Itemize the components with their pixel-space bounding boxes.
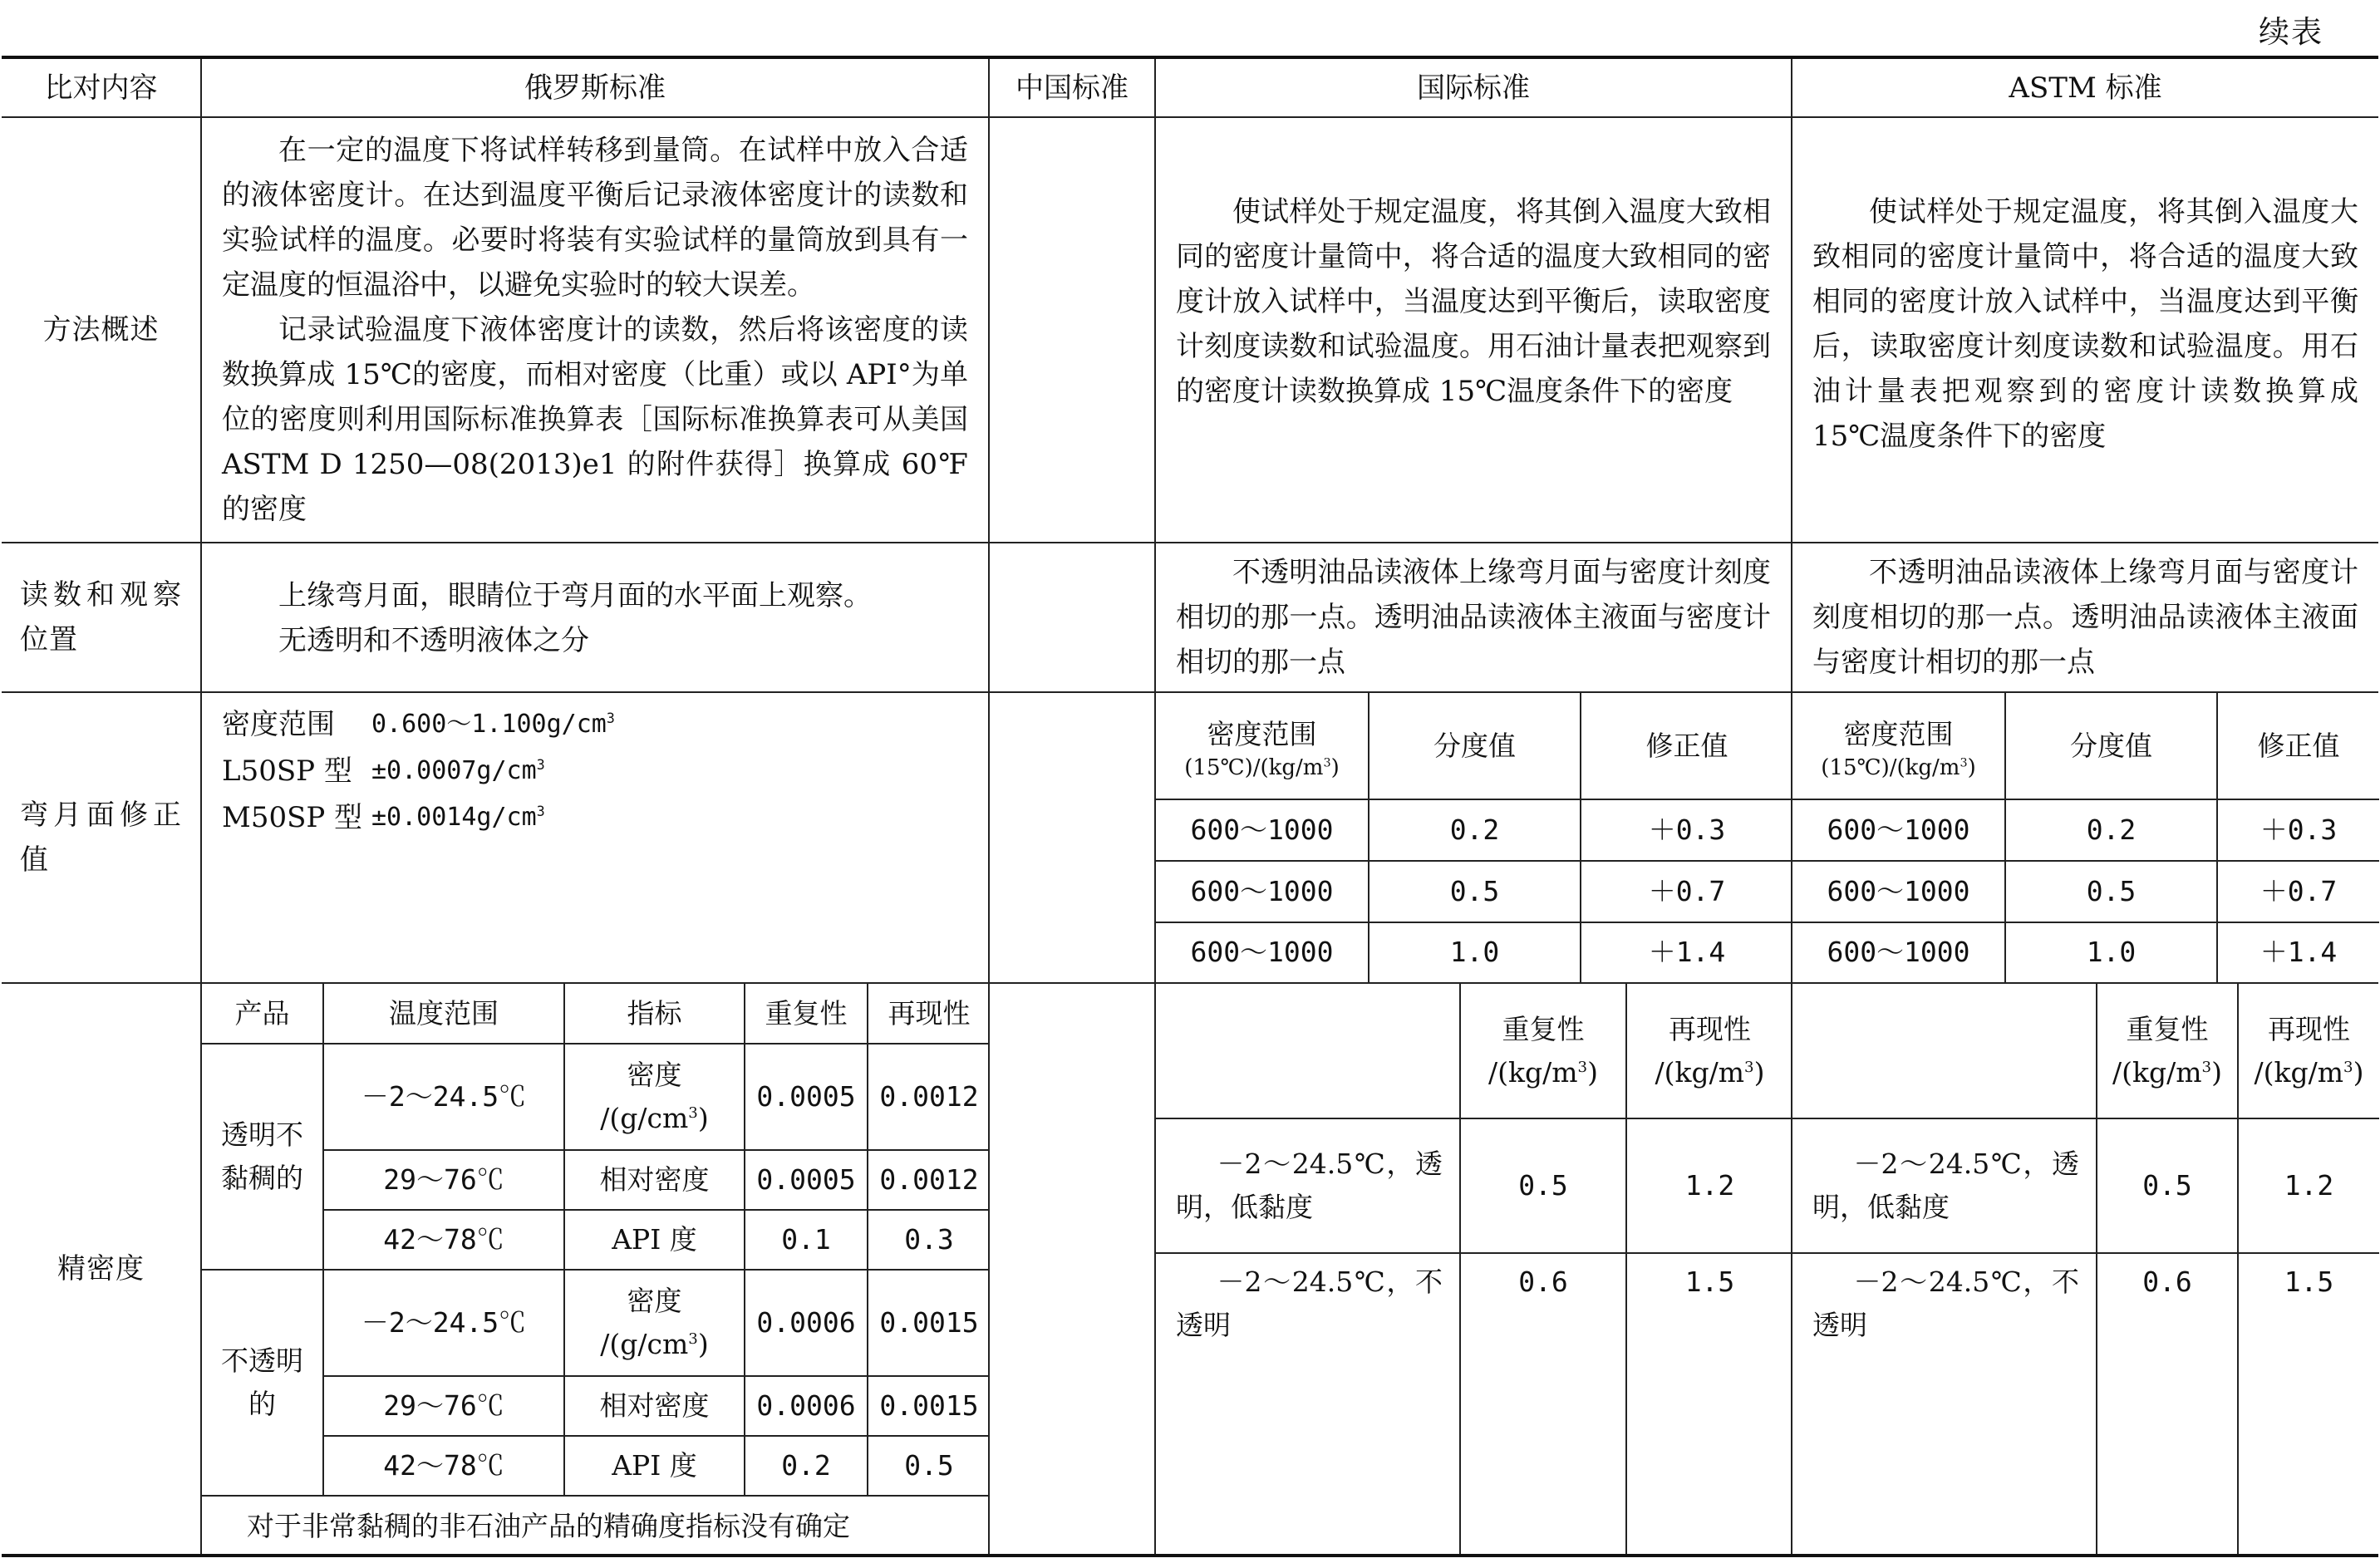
precision-astm bbox=[1792, 983, 2378, 1556]
precision-astm-h-rep: 重复性 $/(kg/m^3)$ bbox=[2097, 984, 2238, 1118]
row-reading bbox=[2, 543, 2378, 692]
precision-astm-h-repro: 再现性 $/(kg/m^3)$ bbox=[2238, 984, 2379, 1118]
meniscus-russia bbox=[201, 692, 989, 983]
precision-russia-temp: 42～78℃ bbox=[323, 1210, 564, 1270]
method-russia bbox=[201, 117, 989, 543]
precision-russia-product: 不透明的 bbox=[202, 1270, 323, 1496]
method-astm bbox=[1792, 117, 2378, 543]
meniscus-russia-list bbox=[202, 693, 988, 841]
precision-russia-product: 透明不黏稠的 bbox=[202, 1044, 323, 1270]
meniscus-astm-scale: 1.0 bbox=[2005, 922, 2217, 982]
meniscus-astm-h-range: 密度范围 $(15℃)/(kg/m^3)$ bbox=[1792, 693, 2005, 799]
meniscus-intl-scale: 0.5 bbox=[1369, 861, 1581, 922]
reading-russia-line-1: 上缘弯月面，眼睛位于弯月面的水平面上观察。 bbox=[278, 579, 872, 612]
precision-russia-repro: 0.0015 bbox=[868, 1270, 990, 1376]
header-intl: 国际标准 bbox=[1155, 57, 1792, 117]
header-russia: 俄罗斯标准 bbox=[201, 57, 989, 117]
reading-russia bbox=[201, 543, 989, 692]
meniscus-astm-table bbox=[1792, 693, 2379, 982]
precision-intl-cond: －2～24.5℃，透明，低黏度 bbox=[1156, 1118, 1460, 1253]
meniscus-russia-item-name: L50SP 型 bbox=[222, 755, 352, 788]
precision-astm-cond: －2～24.5℃，透明，低黏度 bbox=[1792, 1118, 2097, 1253]
precision-russia-rep: 0.0005 bbox=[745, 1044, 868, 1150]
meniscus-intl-scale: 0.2 bbox=[1369, 799, 1581, 861]
continued-label: 续表 bbox=[2259, 14, 2323, 50]
precision-astm-header bbox=[1792, 984, 2379, 1118]
meniscus-intl-corr: ＋0.3 bbox=[1581, 799, 1792, 861]
precision-russia-index: API 度 bbox=[564, 1210, 745, 1270]
precision-russia-note: 对于非常黏稠的非石油产品的精确度指标没有确定 bbox=[202, 1496, 990, 1556]
label-precision: 精密度 bbox=[2, 983, 201, 1556]
precision-russia-temp: －2～24.5℃ bbox=[323, 1270, 564, 1376]
precision-russia-row bbox=[202, 1044, 990, 1150]
precision-russia-repro: 0.5 bbox=[868, 1436, 990, 1496]
precision-russia-index: 密度 $/(g/cm^3)$ bbox=[564, 1270, 745, 1376]
method-china bbox=[989, 117, 1155, 543]
meniscus-astm-corr: ＋0.7 bbox=[2217, 861, 2379, 922]
precision-russia-temp: －2～24.5℃ bbox=[323, 1044, 564, 1150]
method-astm-text: 使试样处于规定温度，将其倒入温度大致相同的密度计量筒中，将合适的温度大致相同的密度计放入试样中，当温度达到平衡后，读取密度计刻度读数和试验温度。用石油计量表把观察到的密度计读数换算成 15℃温度条件下的密度 bbox=[1812, 195, 2358, 453]
label-meniscus: 弯月面修正值 bbox=[2, 692, 201, 983]
meniscus-astm-row bbox=[1792, 861, 2379, 922]
precision-intl-h-rep: 重复性 $/(kg/m^3)$ bbox=[1460, 984, 1626, 1118]
meniscus-astm bbox=[1792, 692, 2378, 983]
precision-astm-repro: 1.5 bbox=[2238, 1253, 2379, 1554]
label-method: 方法概述 bbox=[2, 117, 201, 543]
meniscus-astm-scale: 0.5 bbox=[2005, 861, 2217, 922]
precision-astm-rep: 0.6 bbox=[2097, 1253, 2238, 1554]
precision-astm-row bbox=[1792, 1253, 2379, 1554]
precision-russia-repro: 0.0012 bbox=[868, 1150, 990, 1210]
precision-russia bbox=[201, 983, 989, 1556]
reading-intl bbox=[1155, 543, 1792, 692]
precision-intl-table bbox=[1156, 984, 1792, 1554]
precision-intl-row bbox=[1156, 1118, 1792, 1253]
meniscus-astm-range: 600～1000 bbox=[1792, 922, 2005, 982]
meniscus-intl-h-corr: 修正值 bbox=[1581, 693, 1792, 799]
meniscus-intl-header bbox=[1156, 693, 1792, 799]
precision-astm-table bbox=[1792, 984, 2379, 1554]
meniscus-russia-item-name: M50SP 型 bbox=[222, 801, 363, 834]
precision-astm-h-cond bbox=[1792, 984, 2097, 1118]
row-meniscus bbox=[2, 692, 2378, 983]
meniscus-intl-scale: 1.0 bbox=[1369, 922, 1581, 982]
precision-intl-header bbox=[1156, 984, 1792, 1118]
precision-intl-rep: 0.5 bbox=[1460, 1118, 1626, 1253]
header-compare: 比对内容 bbox=[2, 57, 201, 117]
header-astm: ASTM 标准 bbox=[1792, 57, 2378, 117]
method-intl bbox=[1155, 117, 1792, 543]
meniscus-intl-range: 600～1000 bbox=[1156, 799, 1369, 861]
meniscus-russia-item bbox=[222, 701, 968, 748]
row-method bbox=[2, 117, 2378, 543]
reading-astm-text: 不透明油品读液体上缘弯月面与密度计刻度相切的那一点。透明油品读液体主液面与密度计相切的那一点 bbox=[1812, 556, 2358, 679]
meniscus-intl-row bbox=[1156, 922, 1792, 982]
method-intl-text: 使试样处于规定温度，将其倒入温度大致相同的密度计量筒中，将合适的温度大致相同的密度计放入试样中，当温度达到平衡后，读取密度计刻度读数和试验温度。用石油计量表把观察到的密度计读数换算成 15℃温度条件下的密度 bbox=[1176, 195, 1771, 408]
method-russia-para-2: 记录试验温度下液体密度计的读数，然后将该密度的读数换算成 15℃的密度，而相对密度（比重）或以 API°为单位的密度则利用国际标准换算表［国际标准换算表可从美国 ASTM D 1250—08(2013)e1 的附件获得］换算成 60℉的密度 bbox=[222, 313, 968, 526]
meniscus-intl-h-range: 密度范围 $(15℃)/(kg/m^3)$ bbox=[1156, 693, 1369, 799]
header-china: 中国标准 bbox=[989, 57, 1155, 117]
precision-russia-h: 再现性 bbox=[868, 984, 990, 1044]
precision-russia-rep: 0.2 bbox=[745, 1436, 868, 1496]
precision-russia-note-row bbox=[202, 1496, 990, 1556]
meniscus-astm-h-scale: 分度值 bbox=[2005, 693, 2217, 799]
precision-russia-rep: 0.0006 bbox=[745, 1376, 868, 1436]
precision-russia-rep: 0.1 bbox=[745, 1210, 868, 1270]
precision-intl bbox=[1155, 983, 1792, 1556]
header-row bbox=[2, 57, 2378, 117]
precision-russia-table bbox=[202, 984, 990, 1556]
reading-russia-line-2: 无透明和不透明液体之分 bbox=[278, 624, 589, 657]
precision-russia-index: API 度 bbox=[564, 1436, 745, 1496]
meniscus-intl-h-scale: 分度值 bbox=[1369, 693, 1581, 799]
meniscus-astm-corr: ＋1.4 bbox=[2217, 922, 2379, 982]
comparison-table bbox=[2, 56, 2378, 1557]
precision-russia-h: 指标 bbox=[564, 984, 745, 1044]
meniscus-astm-corr: ＋0.3 bbox=[2217, 799, 2379, 861]
precision-astm-cond: －2～24.5℃，不透明 bbox=[1792, 1253, 2097, 1554]
precision-intl-repro: 1.2 bbox=[1626, 1118, 1792, 1253]
meniscus-intl-range: 600～1000 bbox=[1156, 922, 1369, 982]
reading-china bbox=[989, 543, 1155, 692]
meniscus-intl-range: 600～1000 bbox=[1156, 861, 1369, 922]
meniscus-russia-item bbox=[222, 748, 968, 794]
meniscus-russia-item-name: 密度范围 bbox=[222, 708, 335, 741]
precision-russia-h: 产品 bbox=[202, 984, 323, 1044]
precision-astm-rep: 0.5 bbox=[2097, 1118, 2238, 1253]
precision-intl-h-repro: 再现性 $/(kg/m^3)$ bbox=[1626, 984, 1792, 1118]
precision-russia-h: 重复性 bbox=[745, 984, 868, 1044]
precision-intl-h-cond bbox=[1156, 984, 1460, 1118]
precision-russia-temp: 29～76℃ bbox=[323, 1150, 564, 1210]
precision-russia-temp: 42～78℃ bbox=[323, 1436, 564, 1496]
reading-astm bbox=[1792, 543, 2378, 692]
row-precision bbox=[2, 983, 2378, 1556]
meniscus-astm-scale: 0.2 bbox=[2005, 799, 2217, 861]
meniscus-astm-row bbox=[1792, 922, 2379, 982]
reading-intl-text: 不透明油品读液体上缘弯月面与密度计刻度相切的那一点。透明油品读液体主液面与密度计相切的那一点 bbox=[1176, 556, 1771, 679]
precision-astm-repro: 1.2 bbox=[2238, 1118, 2379, 1253]
meniscus-astm-row bbox=[1792, 799, 2379, 861]
meniscus-intl-row bbox=[1156, 861, 1792, 922]
label-reading: 读数和观察位置 bbox=[2, 543, 201, 692]
meniscus-china bbox=[989, 692, 1155, 983]
meniscus-russia-item bbox=[222, 794, 968, 841]
precision-russia-temp: 29～76℃ bbox=[323, 1376, 564, 1436]
precision-russia-repro: 0.0012 bbox=[868, 1044, 990, 1150]
meniscus-intl-corr: ＋1.4 bbox=[1581, 922, 1792, 982]
precision-russia-index: 密度 $/(g/cm^3)$ bbox=[564, 1044, 745, 1150]
precision-china bbox=[989, 983, 1155, 1556]
precision-russia-rep: 0.0005 bbox=[745, 1150, 868, 1210]
meniscus-russia-item-value: $\pm 0.0007g/cm^3$ bbox=[371, 756, 545, 785]
method-russia-para-1: 在一定的温度下将试样转移到量筒。在试样中放入合适的液体密度计。在达到温度平衡后记录液体密度计的读数和实验试样的温度。必要时将装有实验试样的量筒放到具有一定温度的恒温浴中，以避免实验时的较大误差。 bbox=[222, 134, 968, 302]
meniscus-astm-h-corr: 修正值 bbox=[2217, 693, 2379, 799]
precision-intl-rep: 0.6 bbox=[1460, 1253, 1626, 1554]
precision-russia-row bbox=[202, 1270, 990, 1376]
precision-russia-repro: 0.0015 bbox=[868, 1376, 990, 1436]
precision-astm-row bbox=[1792, 1118, 2379, 1253]
precision-russia-header bbox=[202, 984, 990, 1044]
precision-intl-cond: －2～24.5℃，不透明 bbox=[1156, 1253, 1460, 1554]
meniscus-astm-range: 600～1000 bbox=[1792, 861, 2005, 922]
precision-russia-rep: 0.0006 bbox=[745, 1270, 868, 1376]
precision-intl-repro: 1.5 bbox=[1626, 1253, 1792, 1554]
meniscus-astm-range: 600～1000 bbox=[1792, 799, 2005, 861]
precision-russia-index: 相对密度 bbox=[564, 1150, 745, 1210]
meniscus-intl-table bbox=[1156, 693, 1792, 982]
meniscus-astm-header bbox=[1792, 693, 2379, 799]
precision-russia-h: 温度范围 bbox=[323, 984, 564, 1044]
precision-intl-row bbox=[1156, 1253, 1792, 1554]
meniscus-russia-item-value: $0.600\sim 1.100g/cm^3$ bbox=[371, 710, 615, 739]
precision-russia-index: 相对密度 bbox=[564, 1376, 745, 1436]
meniscus-intl-corr: ＋0.7 bbox=[1581, 861, 1792, 922]
precision-russia-repro: 0.3 bbox=[868, 1210, 990, 1270]
meniscus-russia-item-value: $\pm 0.0014g/cm^3$ bbox=[371, 803, 545, 832]
meniscus-intl-row bbox=[1156, 799, 1792, 861]
meniscus-intl bbox=[1155, 692, 1792, 983]
